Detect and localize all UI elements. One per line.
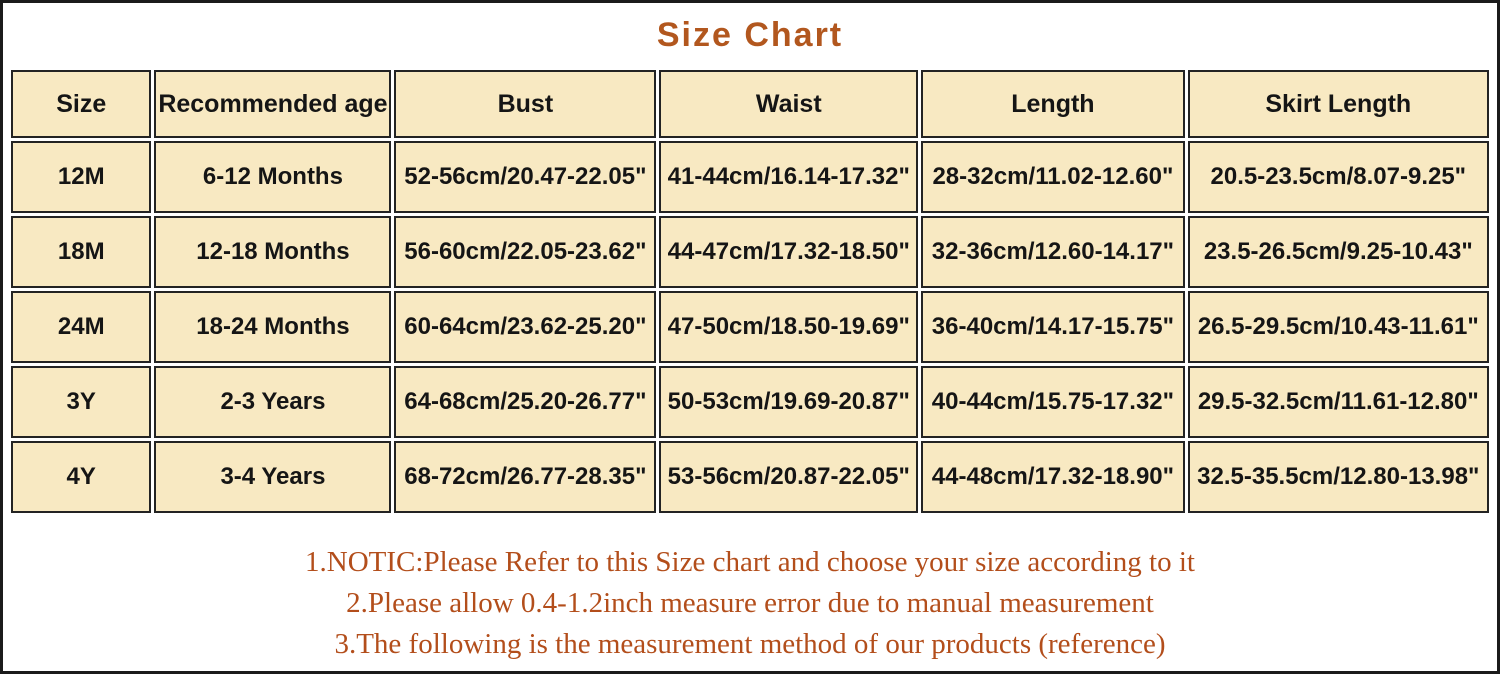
table-cell: 3-4 Years: [154, 441, 391, 513]
table-cell: 3Y: [11, 366, 151, 438]
table-cell: 52-56cm/20.47-22.05": [394, 141, 656, 213]
table-cell: 12-18 Months: [154, 216, 391, 288]
table-cell: 47-50cm/18.50-19.69": [659, 291, 918, 363]
table-cell: 56-60cm/22.05-23.62": [394, 216, 656, 288]
table-cell: 18M: [11, 216, 151, 288]
column-header-waist: Waist: [659, 70, 918, 138]
table-cell: 64-68cm/25.20-26.77": [394, 366, 656, 438]
table-cell: 4Y: [11, 441, 151, 513]
table-cell: 50-53cm/19.69-20.87": [659, 366, 918, 438]
title-bar: [3, 3, 1497, 67]
table-cell: 23.5-26.5cm/9.25-10.43": [1188, 216, 1489, 288]
page-title: Size Chart: [656, 15, 844, 54]
column-header-recommended-age: Recommended age: [154, 70, 391, 138]
column-header-length: Length: [921, 70, 1184, 138]
header-row: [11, 70, 1489, 138]
column-header-size: Size: [11, 70, 151, 138]
table-cell: 12M: [11, 141, 151, 213]
table-row-4y: [11, 441, 1489, 513]
table-cell: 36-40cm/14.17-15.75": [921, 291, 1184, 363]
column-header-skirt-length: Skirt Length: [1188, 70, 1489, 138]
table-cell: 68-72cm/26.77-28.35": [394, 441, 656, 513]
table-row-18m: [11, 216, 1489, 288]
table-cell: 44-47cm/17.32-18.50": [659, 216, 918, 288]
table-cell: 41-44cm/16.14-17.32": [659, 141, 918, 213]
table-cell: 18-24 Months: [154, 291, 391, 363]
table-cell: 53-56cm/20.87-22.05": [659, 441, 918, 513]
table-cell: 60-64cm/23.62-25.20": [394, 291, 656, 363]
table-row-24m: [11, 291, 1489, 363]
note-line-2: 2.Please allow 0.4-1.2inch measure error due to manual measurement: [346, 587, 1154, 619]
table-cell: 44-48cm/17.32-18.90": [921, 441, 1184, 513]
table-cell: 26.5-29.5cm/10.43-11.61": [1188, 291, 1489, 363]
table-cell: 28-32cm/11.02-12.60": [921, 141, 1184, 213]
table-cell: 32.5-35.5cm/12.80-13.98": [1188, 441, 1489, 513]
table-cell: 29.5-32.5cm/11.61-12.80": [1188, 366, 1489, 438]
table-row-12m: [11, 141, 1489, 213]
table-row-3y: [11, 366, 1489, 438]
size-chart-table: [8, 67, 1492, 516]
table-cell: 20.5-23.5cm/8.07-9.25": [1188, 141, 1489, 213]
note-line-1: 1.NOTIC:Please Refer to this Size chart and choose your size according to it: [305, 546, 1195, 578]
table-cell: 2-3 Years: [154, 366, 391, 438]
table-cell: 24M: [11, 291, 151, 363]
note-line-3: 3.The following is the measurement method of our products (reference): [334, 628, 1166, 660]
column-header-bust: Bust: [394, 70, 656, 138]
table-cell: 40-44cm/15.75-17.32": [921, 366, 1184, 438]
table-cell: 6-12 Months: [154, 141, 391, 213]
table-cell: 32-36cm/12.60-14.17": [921, 216, 1184, 288]
notes-section: [3, 516, 1497, 665]
